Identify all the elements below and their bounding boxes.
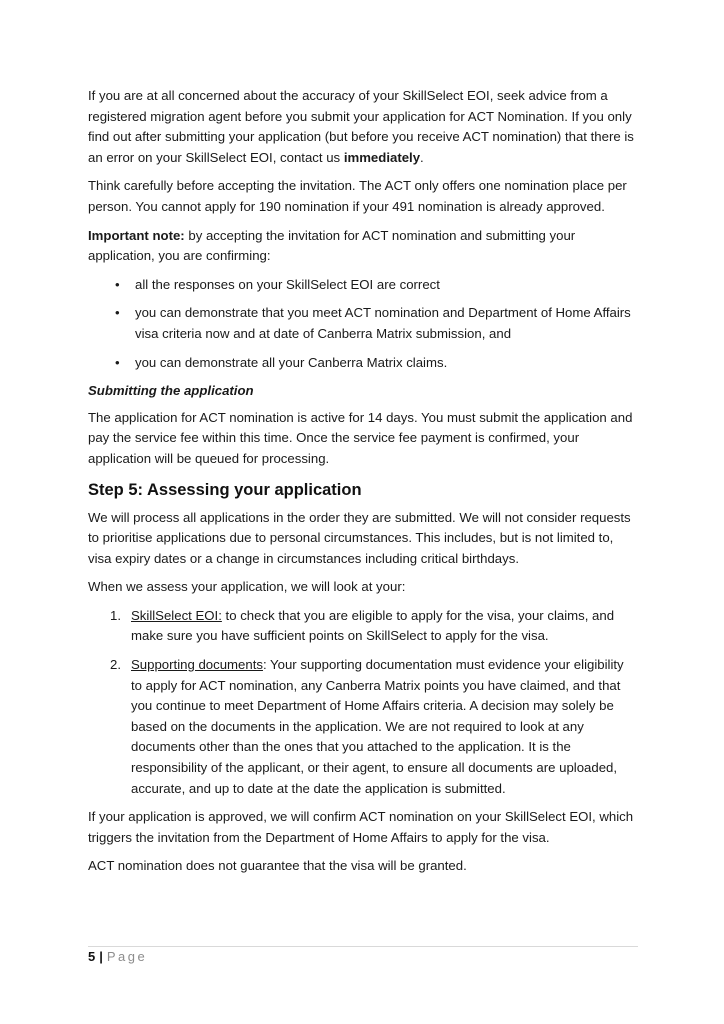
processing-order-paragraph: We will process all applications in the order they are submitted. We will not consider requests to prioritise applications due to personal circumstances. This includes, but is not limited to, visa expiry dates or a change in circumstances including critical birthdays. <box>88 509 631 566</box>
page-label: Page <box>106 949 148 964</box>
assessment-intro-paragraph: When we assess your application, we will look at your: <box>88 579 406 595</box>
page-number: 5 <box>88 949 96 964</box>
assessment-list <box>88 606 636 799</box>
no-guarantee-paragraph: ACT nomination does not guarantee that the visa will be granted. <box>88 858 467 874</box>
term-skillselect-eoi: SkillSelect EOI: <box>131 607 222 623</box>
footer-separator: | <box>99 949 103 964</box>
bullet-icon: • <box>115 354 120 370</box>
submitting-subheading: Submitting the application <box>88 383 254 399</box>
term-supporting-documents: Supporting documents <box>131 657 263 673</box>
list-item: • all the responses on your SkillSelect EOI are correct <box>88 275 636 296</box>
bullet-icon: • <box>115 305 120 321</box>
footer-divider <box>88 946 638 947</box>
think-carefully-paragraph: Think carefully before accepting the invitation. The ACT only offers one nomination place per person. You cannot apply for 190 nomination if your 491 nomination is already approved. <box>88 178 627 214</box>
list-number: 1. <box>110 607 121 623</box>
submitting-paragraph: The application for ACT nomination is active for 14 days. You must submit the application and pay the service fee within this time. Once the service fee payment is confirmed, your application will be queued for processing. <box>88 409 633 466</box>
list-item: 2. Supporting documents: Your supporting documentation must evidence your eligibility to apply for ACT nomination, any Canberra Matrix points you have claimed, and that you continue to meet Department of Home Affairs criteria. A decision may solely be based on the documents in the application. We are not required to look at any documents other than the ones that you attached to the application. It is the responsibility of the applicant, or their agent, to ensure all documents are uploaded, accurate, and up to date at the date the application is submitted. <box>110 657 624 796</box>
bullet-icon: • <box>115 276 120 292</box>
list-number: 2. <box>110 657 121 673</box>
approval-paragraph: If your application is approved, we will confirm ACT nomination on your SkillSelect EOI, which triggers the invitation from the Department of Home Affairs to apply for the visa. <box>88 809 634 845</box>
page-footer <box>88 948 147 966</box>
emphasis-immediately: immediately <box>343 149 421 165</box>
list-item: • you can demonstrate that you meet ACT nomination and Department of Home Affairs visa criteria now and at date of Canberra Matrix submission, and <box>115 305 631 341</box>
important-note-paragraph: Important note: by accepting the invitation for ACT nomination and submitting your application, you are confirming: <box>88 227 576 264</box>
confirmation-list <box>88 275 636 373</box>
list-item: 1. SkillSelect EOI: to check that you are eligible to apply for the visa, your claims, and make sure you have sufficient points on SkillSelect to apply for the visa. <box>110 607 615 644</box>
list-item: • you can demonstrate all your Canberra Matrix claims. <box>88 353 636 374</box>
document-page <box>88 86 636 885</box>
step-5-heading: Step 5: Assessing your application <box>88 480 362 499</box>
eoi-accuracy-paragraph: If you are at all concerned about the accuracy of your SkillSelect EOI, seek advice from a registered migration agent before you submit your application for ACT Nomination. If you only find out after submitting your application (but before you receive ACT nomination) that there is an error on your SkillSelect EOI, contact us immediately. <box>88 88 634 165</box>
important-note-label: Important note: <box>88 227 185 243</box>
